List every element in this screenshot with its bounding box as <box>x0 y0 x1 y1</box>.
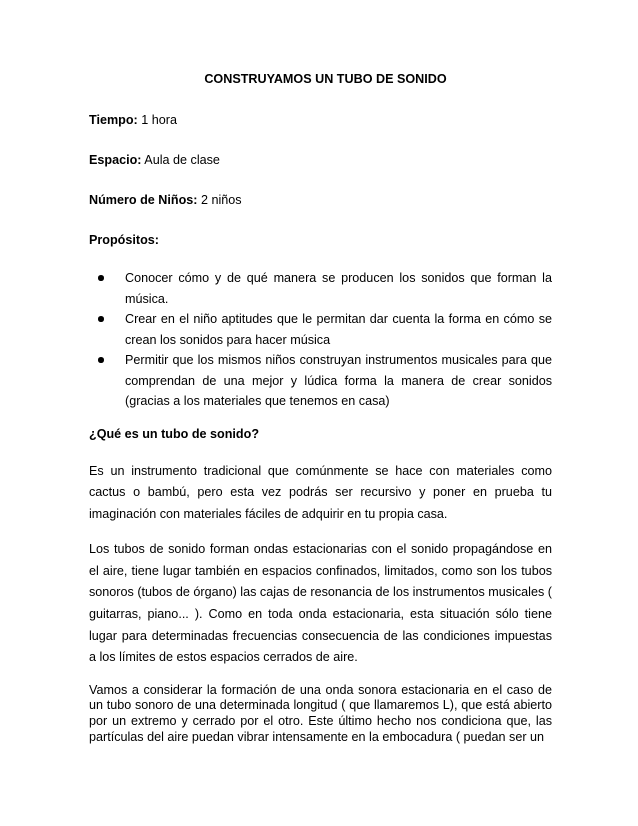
field-time <box>89 111 552 129</box>
section-heading: ¿Qué es un tubo de sonido? <box>89 426 260 441</box>
field-space <box>89 151 552 169</box>
purposes-heading: Propósitos: <box>89 233 159 247</box>
list-item <box>89 350 552 412</box>
purpose-text: Conocer cómo y de qué manera se producen los sonidos que forman la música. <box>125 271 552 306</box>
document-title: CONSTRUYAMOS UN TUBO DE SONIDO <box>204 72 447 86</box>
paragraph-1: Es un instrumento tradicional que comúnmente se hace con materiales como cactus o bambú, pero esta vez podrás ser recursivo y poner en prueba tu imaginación con materiales fáciles de adquirir en tu propia casa. <box>89 463 552 521</box>
purposes-list <box>89 268 552 412</box>
purpose-text: Permitir que los mismos niños construyan instrumentos musicales para que comprendan de una mejor y lúdica forma la manera de crear sonidos (gracias a los materiales que tenemos en casa) <box>125 353 552 408</box>
field-space-label: Espacio: <box>89 153 142 167</box>
paragraph-2: Los tubos de sonido forman ondas estacionarias con el sonido propagándose en el aire, tiene lugar también en espacios confinados, limitados, como son los tubos sonoros (tubos de órgano) las cajas de resonancia de los instrumentos musicales ( guitarras, piano... ). Como en toda onda estacionaria, esta situación sólo tiene lugar para determinadas frecuencias consecuencia de las condiciones impuestas a los límites de estos espacios cerrados de aire. <box>89 542 552 665</box>
list-item <box>89 268 552 309</box>
field-children <box>89 191 552 209</box>
field-space-value: Aula de clase <box>141 153 220 167</box>
field-time-value: 1 hora <box>137 113 177 127</box>
field-children-value: 2 niños <box>197 193 242 207</box>
bullet-icon <box>98 275 104 281</box>
purpose-text: Crear en el niño aptitudes que le permitan dar cuenta la forma en cómo se crean los sonidos para hacer música <box>125 312 552 347</box>
bullet-icon <box>98 357 104 363</box>
field-children-label: Número de Niños: <box>89 193 198 207</box>
list-item <box>89 309 552 350</box>
paragraph-3: Vamos a considerar la formación de una onda sonora estacionaria en el caso de un tubo sonoro de una determinada longitud ( que llamaremos L), que está abierto por un extremo y cerrado por el otro. Este último hecho nos condiciona que, las partículas del aire puedan vibrar intensamente en la embocadura ( puedan ser un <box>89 682 552 744</box>
bullet-icon <box>98 316 104 322</box>
field-time-label: Tiempo: <box>89 113 138 127</box>
